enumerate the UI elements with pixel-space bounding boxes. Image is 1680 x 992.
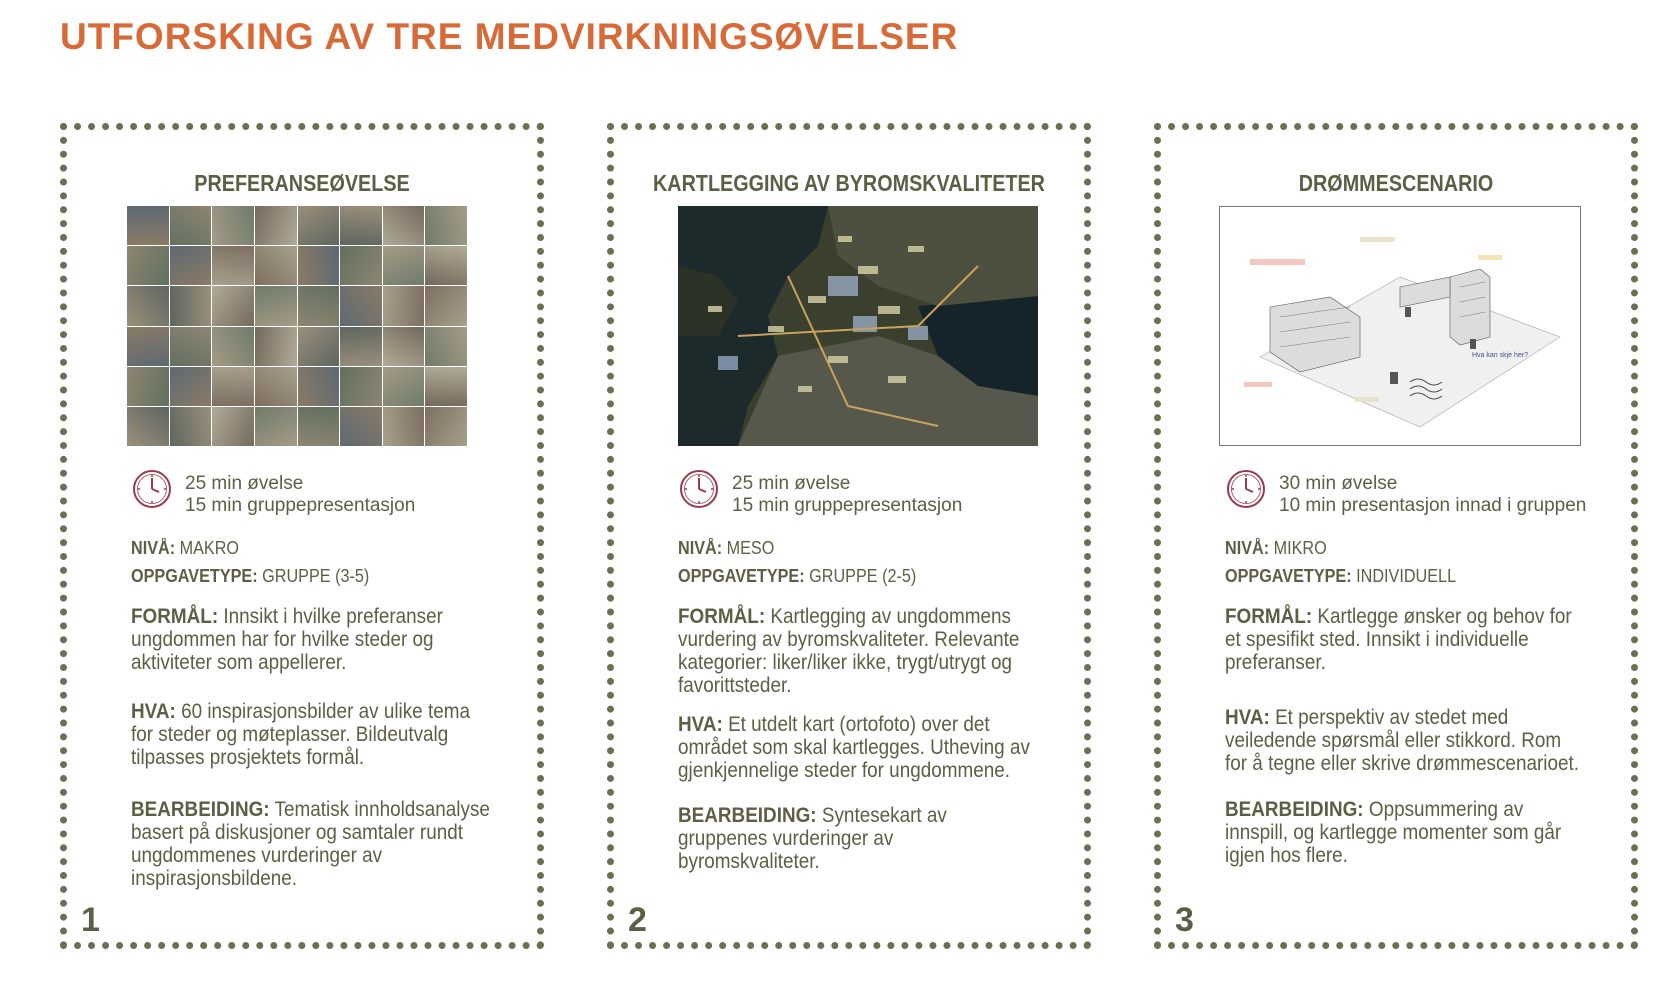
meta-info (1225, 534, 1456, 590)
collage-tile (127, 327, 169, 366)
type-value: GRUPPE (2-5) (809, 566, 917, 586)
type-value: GRUPPE (3-5) (262, 566, 370, 586)
collage-tile (212, 407, 254, 446)
sketch-question-label: Hva kan skje her? (1472, 352, 1529, 359)
niva-label: NIVÅ: (678, 538, 723, 558)
meta-info (131, 534, 369, 590)
collage-tile (340, 327, 382, 366)
hva-section (678, 713, 1038, 782)
card-title: DRØMMESCENARIO (1298, 170, 1494, 196)
bearbeiding-text: Oppsummering av innspill, og kartlegge momenter som går igjen hos flere. (1225, 798, 1562, 867)
collage-tile (425, 407, 467, 446)
formal-text: Innsikt i hvilke preferanser ungdommen har for hvilke steder og aktiviteter som appellerer. (131, 605, 443, 674)
formal-label: FORMÅL: (678, 605, 766, 628)
type-label: OPPGAVETYPE: (1225, 566, 1352, 586)
collage-tile (383, 246, 425, 285)
collage-tile (383, 367, 425, 406)
type-label: OPPGAVETYPE: (131, 566, 258, 586)
hva-label: HVA: (678, 713, 723, 736)
photo-collage-image (127, 206, 467, 446)
collage-tile (298, 206, 340, 245)
aerial-map-image (678, 206, 1038, 446)
collage-tile (170, 367, 212, 406)
collage-tile (425, 327, 467, 366)
collage-tile (340, 246, 382, 285)
collage-tile (298, 286, 340, 325)
collage-tile (425, 367, 467, 406)
exercise-card-2 (607, 123, 1091, 949)
collage-tile (383, 286, 425, 325)
clock-icon (678, 468, 720, 510)
collage-tile (383, 407, 425, 446)
collage-tile (383, 206, 425, 245)
collage-tile (340, 206, 382, 245)
presentation-duration: 15 min gruppepresentasjon (732, 495, 963, 516)
bearbeiding-section (1225, 798, 1585, 867)
collage-tile (255, 367, 297, 406)
collage-tile (340, 367, 382, 406)
bearbeiding-text: Syntesekart av gruppenes vurderinger av byromskvaliteter. (678, 804, 947, 873)
bearbeiding-section (131, 798, 491, 890)
collage-tile (298, 327, 340, 366)
collage-tile (127, 367, 169, 406)
collage-tile (170, 246, 212, 285)
collage-tile (425, 286, 467, 325)
exercise-duration: 25 min øvelse (732, 473, 851, 494)
collage-tile (340, 286, 382, 325)
hva-text: 60 inspirasjonsbilder av ulike tema for steder og møteplasser. Bildeutvalg tilpasses prosjektets formål. (131, 700, 470, 769)
niva-label: NIVÅ: (131, 538, 176, 558)
formal-text: Kartlegge ønsker og behov for et spesifikt sted. Innsikt i individuelle preferanser. (1225, 605, 1572, 674)
collage-tile (127, 206, 169, 245)
bearbeiding-label: BEARBEIDING: (1225, 798, 1364, 821)
presentation-duration: 10 min presentasjon innad i gruppen (1279, 495, 1587, 516)
collage-tile (212, 246, 254, 285)
perspective-sketch-image (1219, 206, 1581, 446)
formal-text: Kartlegging av ungdommens vurdering av byromskvaliteter. Relevante kategorier: liker/liker ikke, trygt/utrygt og favorittsteder. (678, 605, 1020, 697)
collage-tile (255, 286, 297, 325)
collage-tile (255, 246, 297, 285)
formal-label: FORMÅL: (1225, 605, 1313, 628)
niva-label: NIVÅ: (1225, 538, 1270, 558)
type-value: INDIVIDUELL (1356, 566, 1457, 586)
formal-section (678, 605, 1038, 697)
collage-tile (127, 407, 169, 446)
duration-text (185, 473, 415, 517)
collage-tile (255, 407, 297, 446)
formal-section (1225, 605, 1585, 674)
collage-tile (255, 327, 297, 366)
card-number: 2 (628, 901, 647, 939)
collage-tile (212, 206, 254, 245)
bearbeiding-label: BEARBEIDING: (678, 804, 817, 827)
clock-icon (1225, 468, 1267, 510)
niva-value: MESO (726, 538, 775, 558)
presentation-duration: 15 min gruppepresentasjon (185, 495, 416, 516)
exercise-duration: 25 min øvelse (185, 473, 304, 494)
exercise-duration: 30 min øvelse (1279, 473, 1398, 494)
niva-value: MIKRO (1273, 538, 1327, 558)
page-title: UTFORSKING AV TRE MEDVIRKNINGSØVELSER (60, 16, 959, 57)
card-title: KARTLEGGING AV BYROMSKVALITETER (653, 170, 1045, 196)
type-label: OPPGAVETYPE: (678, 566, 805, 586)
collage-tile (425, 246, 467, 285)
card-number: 3 (1175, 901, 1194, 939)
collage-tile (170, 206, 212, 245)
collage-tile (212, 286, 254, 325)
meta-info (678, 534, 916, 590)
hva-text: Et perspektiv av stedet med veiledende spørsmål eller stikkord. Rom for å tegne eller skrive drømmescenarioet. (1225, 706, 1579, 775)
niva-value: MAKRO (179, 538, 240, 558)
collage-tile (170, 407, 212, 446)
collage-tile (298, 246, 340, 285)
hva-label: HVA: (131, 700, 176, 723)
bearbeiding-label: BEARBEIDING: (131, 798, 270, 821)
duration-text (1279, 473, 1586, 517)
exercise-card-1 (60, 123, 544, 949)
collage-tile (255, 206, 297, 245)
card-number: 1 (81, 901, 100, 939)
collage-tile (298, 367, 340, 406)
collage-tile (170, 327, 212, 366)
exercise-card-3 (1154, 123, 1638, 949)
collage-tile (340, 407, 382, 446)
formal-label: FORMÅL: (131, 605, 219, 628)
hva-section (1225, 706, 1585, 775)
bearbeiding-section (678, 804, 1038, 873)
collage-tile (298, 407, 340, 446)
collage-tile (212, 327, 254, 366)
collage-tile (425, 206, 467, 245)
hva-section (131, 700, 491, 769)
duration-text (732, 473, 962, 517)
formal-section (131, 605, 491, 674)
card-title: PREFERANSEØVELSE (194, 170, 410, 196)
collage-tile (170, 286, 212, 325)
bearbeiding-text: Tematisk innholdsanalyse basert på diskusjoner og samtaler rundt ungdommenes vurderinger av inspirasjonsbildene. (131, 798, 490, 890)
collage-tile (212, 367, 254, 406)
collage-tile (127, 286, 169, 325)
collage-tile (383, 327, 425, 366)
clock-icon (131, 468, 173, 510)
hva-label: HVA: (1225, 706, 1270, 729)
hva-text: Et utdelt kart (ortofoto) over det området som skal kartlegges. Utheving av gjenkjennelige steder for ungdommene. (678, 713, 1030, 782)
collage-tile (127, 246, 169, 285)
